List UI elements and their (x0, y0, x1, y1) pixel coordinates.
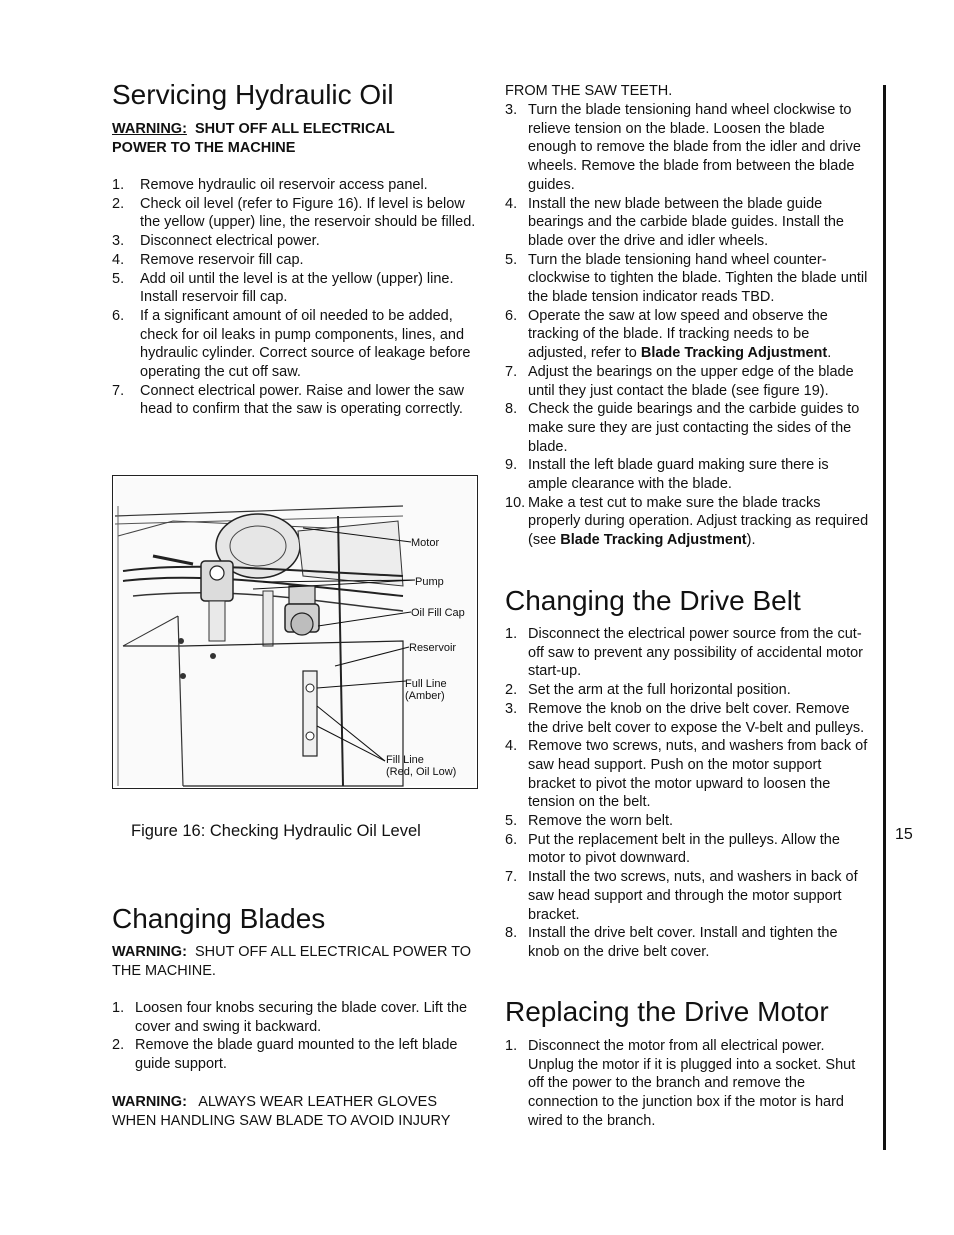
warning-gloves-cont: FROM THE SAW TEETH. (505, 83, 673, 99)
step-number: 1. (112, 1000, 125, 1016)
list-item (505, 251, 871, 307)
warning-text: ALWAYS WEAR LEATHER GLOVES WHEN HANDLING SAW BLADE TO AVOID INJURY (112, 1094, 451, 1129)
drive-belt-steps (505, 625, 871, 962)
warning-text: SHUT OFF ALL ELECTRICAL POWER TO THE MACHINE. (112, 944, 472, 979)
list-item (112, 195, 478, 232)
section-title-drive-belt: Changing the Drive Belt (505, 585, 801, 616)
step-text: Remove reservoir fill cap. (140, 251, 304, 268)
step-number: 4. (112, 251, 125, 268)
list-item (505, 812, 871, 831)
list-item (505, 195, 871, 251)
step-text: Install the two screws, nuts, and washers in back of saw head support and through the motor support bracket. (528, 869, 858, 923)
step-number: 5. (505, 813, 518, 830)
list-item (112, 1036, 478, 1073)
step-text: Check oil level (refer to Figure 16). If level is below the yellow (upper) line, the reservoir should be filled. (140, 195, 476, 231)
cross-reference: Blade Tracking Adjustment (640, 345, 828, 362)
step-text: Adjust the bearings on the upper edge of the blade until they just contact the blade (see figure 19). (528, 363, 854, 399)
list-item (505, 700, 871, 737)
section-title-hydraulic: Servicing Hydraulic Oil (112, 79, 394, 110)
step-text: Remove the knob on the drive belt cover. Remove the drive belt cover to expose the V-belt and pulleys. (528, 700, 865, 736)
list-item (112, 270, 478, 307)
step-number: 1. (505, 1038, 518, 1054)
step-text: Put the replacement belt in the pulleys. Allow the motor to pivot downward. (528, 831, 840, 867)
list-item (505, 681, 871, 700)
step-number: 3. (112, 233, 125, 250)
step-text: Operate the saw at low speed and observe the tracking of the blade. If tracking needs to be adjusted, refer to (528, 307, 828, 362)
step-text: Install the drive belt cover. Install and tighten the knob on the drive belt cover. (528, 925, 838, 960)
list-item (112, 307, 478, 382)
step-number: 8. (505, 401, 518, 418)
list-item (505, 625, 871, 681)
step-text: Remove the worn belt. (528, 813, 674, 830)
label-reservoir: Reservoir (409, 642, 457, 654)
step-text: Install the left blade guard making sure there is ample clearance with the blade. (528, 457, 829, 493)
list-item (505, 456, 871, 493)
step-text: Remove hydraulic oil reservoir access panel. (140, 177, 428, 193)
list-item (505, 400, 871, 456)
blade-steps-a (112, 999, 478, 1074)
step-text: Remove two screws, nuts, and washers from back of saw head support. Push on the motor support bracket to pivot the motor upward to loosen the tension on the belt. (528, 738, 868, 811)
label-full-line-color: (Amber) (405, 690, 445, 702)
label-fill-line-color: (Red, Oil Low) (386, 766, 457, 778)
margin-rule (883, 85, 886, 1150)
step-number: 7. (505, 363, 518, 380)
warning-label: WARNING: (112, 944, 187, 960)
warning-gloves (112, 1093, 478, 1130)
list-item (505, 868, 871, 924)
step-number: 9. (505, 457, 518, 474)
list-item (112, 251, 478, 270)
step-text: Turn the blade tensioning hand wheel clockwise to relieve tension on the blade. Loosen the blade enough to remove the blade from the idler and drive wheels. Remove the blade from between the blade guides. (528, 102, 861, 193)
step-number: 2. (112, 195, 125, 212)
figure-caption: Figure 16: Checking Hydraulic Oil Level (131, 822, 421, 840)
list-item (112, 999, 478, 1036)
step-text: Install the new blade between the blade guide bearings and the carbide blade guides. Install the blade over the drive and idler wheels. (528, 195, 844, 249)
list-item (505, 737, 871, 812)
step-number: 7. (505, 869, 518, 886)
step-number: 3. (505, 102, 518, 118)
step-text: Make a test cut to make sure the blade tracks properly during operation. Adjust tracking as required (see (528, 494, 869, 549)
label-pump: Pump (415, 576, 444, 588)
step-number: 2. (112, 1037, 125, 1054)
list-item (505, 363, 871, 400)
step-number: 1. (112, 177, 125, 193)
label-motor: Motor (411, 537, 440, 549)
warning-hydraulic (112, 120, 442, 157)
hydraulic-photo (113, 476, 477, 788)
step-text-end: . (827, 345, 832, 362)
warning-label: WARNING: (112, 1094, 187, 1110)
step-text: Check the guide bearings and the carbide guides to make sure they are just contacting the sides of the blade. (528, 401, 860, 455)
label-fill-line: Fill Line (386, 754, 424, 766)
list-item (505, 831, 871, 868)
step-number: 2. (505, 682, 518, 699)
figure-16 (112, 475, 478, 789)
step-number: 4. (505, 195, 518, 212)
step-text: Connect electrical power. Raise and lower the saw head to confirm that the saw is operating correctly. (140, 382, 464, 418)
list-item (112, 176, 478, 195)
step-text: Disconnect the motor from all electrical power. Unplug the motor if it is plugged into a socket. Shut off the power to the branch and remove the connection to the junction box if the motor is hard wired to the branch. (528, 1038, 856, 1129)
step-number: 8. (505, 925, 518, 942)
step-number: 5. (112, 270, 125, 287)
step-text: Add oil until the level is at the yellow (upper) line. Install reservoir fill cap. (140, 270, 454, 306)
list-item (505, 1037, 871, 1131)
warning-text: SHUT OFF ALL ELECTRICAL POWER TO THE MACHINE (112, 121, 395, 156)
list-item (112, 232, 478, 251)
hydraulic-steps (112, 176, 478, 419)
section-title-drive-motor: Replacing the Drive Motor (505, 996, 829, 1027)
step-text: If a significant amount of oil needed to be added, check for oil leaks in pump components, lines, and hydraulic cylinder. Correct source of leakage before operating the cut off saw. (140, 307, 471, 381)
list-item (505, 307, 871, 363)
step-number: 4. (505, 738, 518, 755)
step-text: Remove the blade guard mounted to the left blade guide support. (135, 1037, 458, 1073)
section-title-blades: Changing Blades (112, 903, 326, 934)
list-item (112, 382, 478, 419)
step-number: 10. (505, 494, 526, 511)
step-number: 3. (505, 700, 518, 717)
list-item (505, 101, 871, 195)
list-item (505, 924, 871, 961)
step-text: Set the arm at the full horizontal position. (528, 682, 791, 699)
label-full-line: Full Line (405, 678, 447, 690)
step-text: Disconnect electrical power. (140, 233, 320, 250)
blade-steps-b (505, 101, 871, 550)
step-number: 7. (112, 382, 125, 399)
list-item (505, 494, 871, 550)
step-number: 6. (112, 307, 125, 324)
step-text: Turn the blade tensioning hand wheel counter-clockwise to tighten the blade. Tighten the blade until the blade tension indicator reads TBD. (528, 251, 868, 306)
step-number: 6. (505, 831, 518, 848)
step-number: 1. (505, 626, 518, 642)
cross-reference: Blade Tracking Adjustment (560, 532, 747, 549)
step-number: 5. (505, 251, 518, 268)
step-text: Disconnect the electrical power source from the cut-off saw to prevent any possibility of accidental motor start-up. (528, 626, 864, 680)
step-number: 6. (505, 307, 518, 324)
page-number: 15 (895, 826, 913, 843)
step-text-end: ). (746, 532, 756, 549)
drive-motor-steps (505, 1037, 871, 1131)
warning-blades (112, 943, 478, 980)
warning-label: WARNING: (112, 121, 187, 137)
step-text: Loosen four knobs securing the blade cover. Lift the cover and swing it backward. (135, 1000, 468, 1035)
label-oil-fill-cap: Oil Fill Cap (411, 607, 465, 619)
